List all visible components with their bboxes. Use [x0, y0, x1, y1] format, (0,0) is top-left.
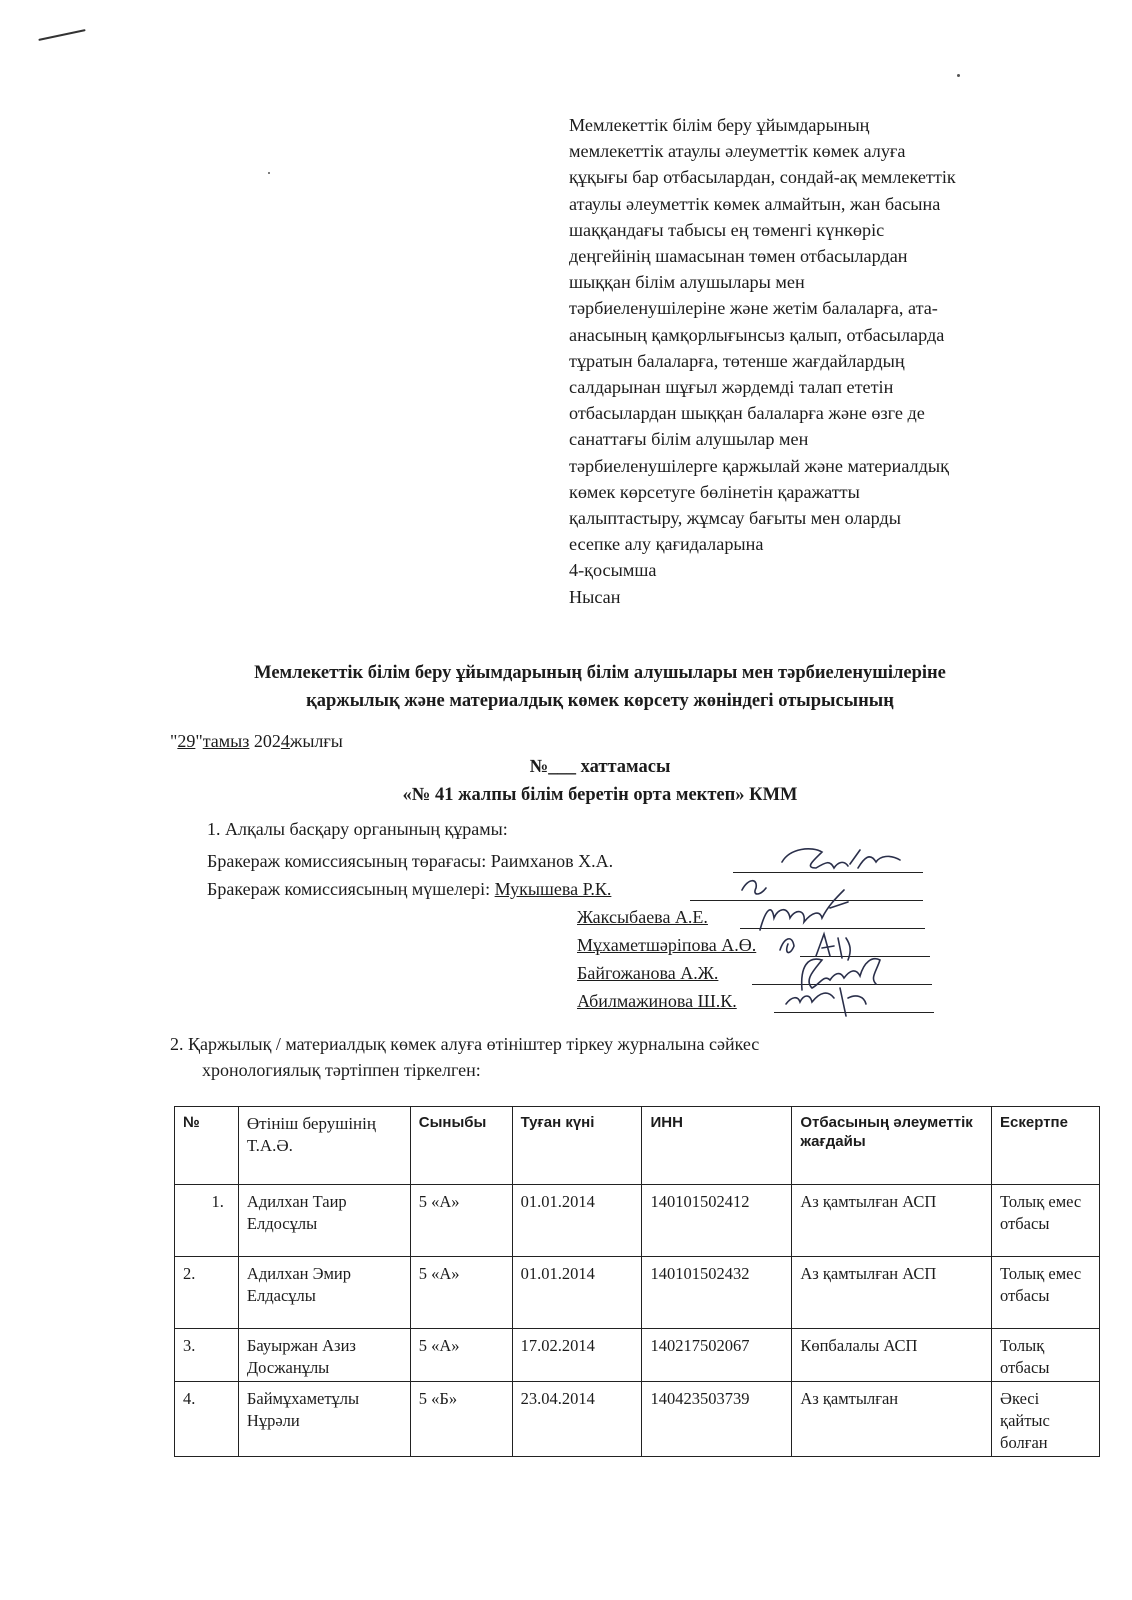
- intro-line: тәрбиеленушілеріне және жетім балаларға, ата-: [569, 298, 938, 319]
- intro-line: санаттағы білім алушылар мен: [569, 429, 809, 450]
- intro-line: деңгейінің шамасынан төмен отбасылардан: [569, 246, 908, 267]
- applicant-name: Адилхан Эмир Елдасұлы: [238, 1257, 410, 1329]
- intro-line: салдарынан шұғыл жәрдемді талап ететін: [569, 377, 894, 398]
- table-row: [175, 1329, 1100, 1382]
- handwritten-signatures: [730, 838, 930, 1018]
- iin: 140101502412: [642, 1185, 792, 1257]
- signature-mukysheva: [742, 881, 766, 894]
- members-line: [207, 879, 611, 900]
- members-label: Бракераж комиссиясының мүшелері:: [207, 879, 495, 899]
- date-quote: ": [195, 731, 203, 751]
- chair-signature: [782, 849, 900, 868]
- member-name: Жаксыбаева А.Е.: [577, 907, 708, 927]
- applicant-name: Баймұхаметұлы Нұрәли: [238, 1382, 410, 1457]
- note: Толық емес отбасы: [992, 1257, 1100, 1329]
- signature-baigozhanova: [802, 959, 880, 990]
- date-year-start: 202: [253, 731, 281, 751]
- meeting-date: [170, 731, 343, 752]
- member-name: Абилмажинова Ш.К.: [577, 991, 737, 1011]
- column-header: Отбасының әлеуметтік жағдайы: [792, 1107, 992, 1185]
- form-label: Нысан: [569, 586, 621, 607]
- date-day: 29: [177, 731, 196, 751]
- note: Толық отбасы: [992, 1329, 1100, 1382]
- intro-line: шыққан білім алушылары мен: [569, 272, 805, 293]
- birth-date: 01.01.2014: [512, 1257, 642, 1329]
- table-row: [175, 1185, 1100, 1257]
- class: 5 «Б»: [410, 1382, 512, 1457]
- intro-line: анасының қамқорлығынсыз қалып, отбасыларда: [569, 324, 945, 345]
- section2-line-1: 2. Қаржылық / материалдық көмек алуға өтініштер тіркеу журналына сәйкес: [170, 1034, 760, 1054]
- class: 5 «А»: [410, 1185, 512, 1257]
- note: Толық емес отбасы: [992, 1185, 1100, 1257]
- note: Әкесі қайтыс болған: [992, 1382, 1100, 1457]
- document-title-line-2: қаржылық және материалдық көмек көрсету жөніндегі отырысының: [306, 691, 894, 711]
- applications-table: [174, 1106, 1100, 1457]
- appendix-header: [569, 112, 1069, 610]
- social-status: Көпбалалы АСП: [792, 1329, 992, 1382]
- intro-line: отбасылардан шыққан балаларға және өзге де: [569, 403, 925, 424]
- social-status: Аз қамтылған АСП: [792, 1257, 992, 1329]
- member-name: Мукышева Р.К.: [494, 879, 612, 899]
- table-header-row: [175, 1107, 1100, 1185]
- birth-date: 01.01.2014: [512, 1185, 642, 1257]
- intro-line: тұратын балаларға, төтенше жағдайлардың: [569, 350, 905, 371]
- row-number: 3.: [175, 1329, 239, 1382]
- column-header: ИНН: [642, 1107, 792, 1185]
- intro-line: шаққандағы табысы ең төменгі күнкөріс: [569, 219, 885, 240]
- social-status: Аз қамтылған: [792, 1382, 992, 1457]
- class: 5 «А»: [410, 1329, 512, 1382]
- row-number: 1.: [175, 1185, 239, 1257]
- protocol-number: №___ хаттамасы: [529, 757, 671, 777]
- applicant-name: Адилхан Таир Елдосұлы: [238, 1185, 410, 1257]
- chair-label: Бракераж комиссиясының төрағасы:: [207, 851, 491, 871]
- date-quote: ": [170, 731, 178, 751]
- intro-line: құқығы бар отбасылардан, сондай-ақ мемлекеттік: [569, 167, 956, 188]
- iin: 140101502432: [642, 1257, 792, 1329]
- birth-date: 23.04.2014: [512, 1382, 642, 1457]
- chair-line: [207, 851, 613, 872]
- signature-abilmazhinova: [786, 988, 866, 1016]
- collegial-body: [207, 815, 508, 843]
- school-name: «№ 41 жалпы білім беретін орта мектеп» КММ: [402, 785, 798, 805]
- column-header: Өтініш берушінің Т.А.Ә.: [238, 1107, 410, 1185]
- intro-line: көмек көрсетуге бөлінетін қаражатты: [569, 481, 860, 502]
- column-header: Ескертпе: [992, 1107, 1100, 1185]
- row-number: 2.: [175, 1257, 239, 1329]
- iin: 140217502067: [642, 1329, 792, 1382]
- speck: [957, 74, 960, 77]
- chair-name: Раимханов Х.А.: [490, 851, 614, 871]
- intro-line: қалыптастыру, жұмсау бағыты мен оларды: [569, 508, 901, 529]
- signature-zhaksybaeva: [760, 890, 848, 930]
- pen-mark: [38, 29, 85, 41]
- intro-line: Мемлекеттік білім беру ұйымдарының: [569, 115, 870, 135]
- intro-line: атаулы әлеуметтік көмек алмайтын, жан басына: [569, 193, 941, 214]
- document-title-line-1: Мемлекеттік білім беру ұйымдарының білім алушылары мен тәрбиеленушілеріне: [254, 663, 946, 683]
- table-row: [175, 1257, 1100, 1329]
- row-number: 4.: [175, 1382, 239, 1457]
- class: 5 «А»: [410, 1257, 512, 1329]
- signature-mukhametsharipova: [780, 934, 850, 960]
- appendix-number: 4-қосымша: [569, 560, 657, 581]
- section2-line-2: хронологиялық тәртіппен тіркелген:: [202, 1060, 481, 1080]
- iin: 140423503739: [642, 1382, 792, 1457]
- intro-line: есепке алу қағидаларына: [569, 534, 764, 555]
- birth-date: 17.02.2014: [512, 1329, 642, 1382]
- registration-section: [170, 1031, 759, 1083]
- member-name: Байгожанова А.Ж.: [577, 963, 719, 983]
- column-header: Сыныбы: [410, 1107, 512, 1185]
- column-header: Туған күні: [512, 1107, 642, 1185]
- section-heading: 1. Алқалы басқару органының құрамы:: [207, 819, 508, 839]
- date-suffix: жылғы: [289, 731, 343, 751]
- speck: [268, 172, 270, 174]
- intro-line: тәрбиеленушілерге қаржылай және материалдық: [569, 455, 949, 476]
- social-status: Аз қамтылған АСП: [792, 1185, 992, 1257]
- column-header: №: [175, 1107, 239, 1185]
- date-year-end: 4: [280, 731, 290, 751]
- applicant-name: Бауыржан Азиз Досжанұлы: [238, 1329, 410, 1382]
- table-row: [175, 1382, 1100, 1457]
- date-month: тамыз: [202, 731, 250, 751]
- member-name: Мұхаметшәріпова А.Ө.: [577, 935, 757, 955]
- intro-line: мемлекеттік атаулы әлеуметтік көмек алуға: [569, 141, 906, 162]
